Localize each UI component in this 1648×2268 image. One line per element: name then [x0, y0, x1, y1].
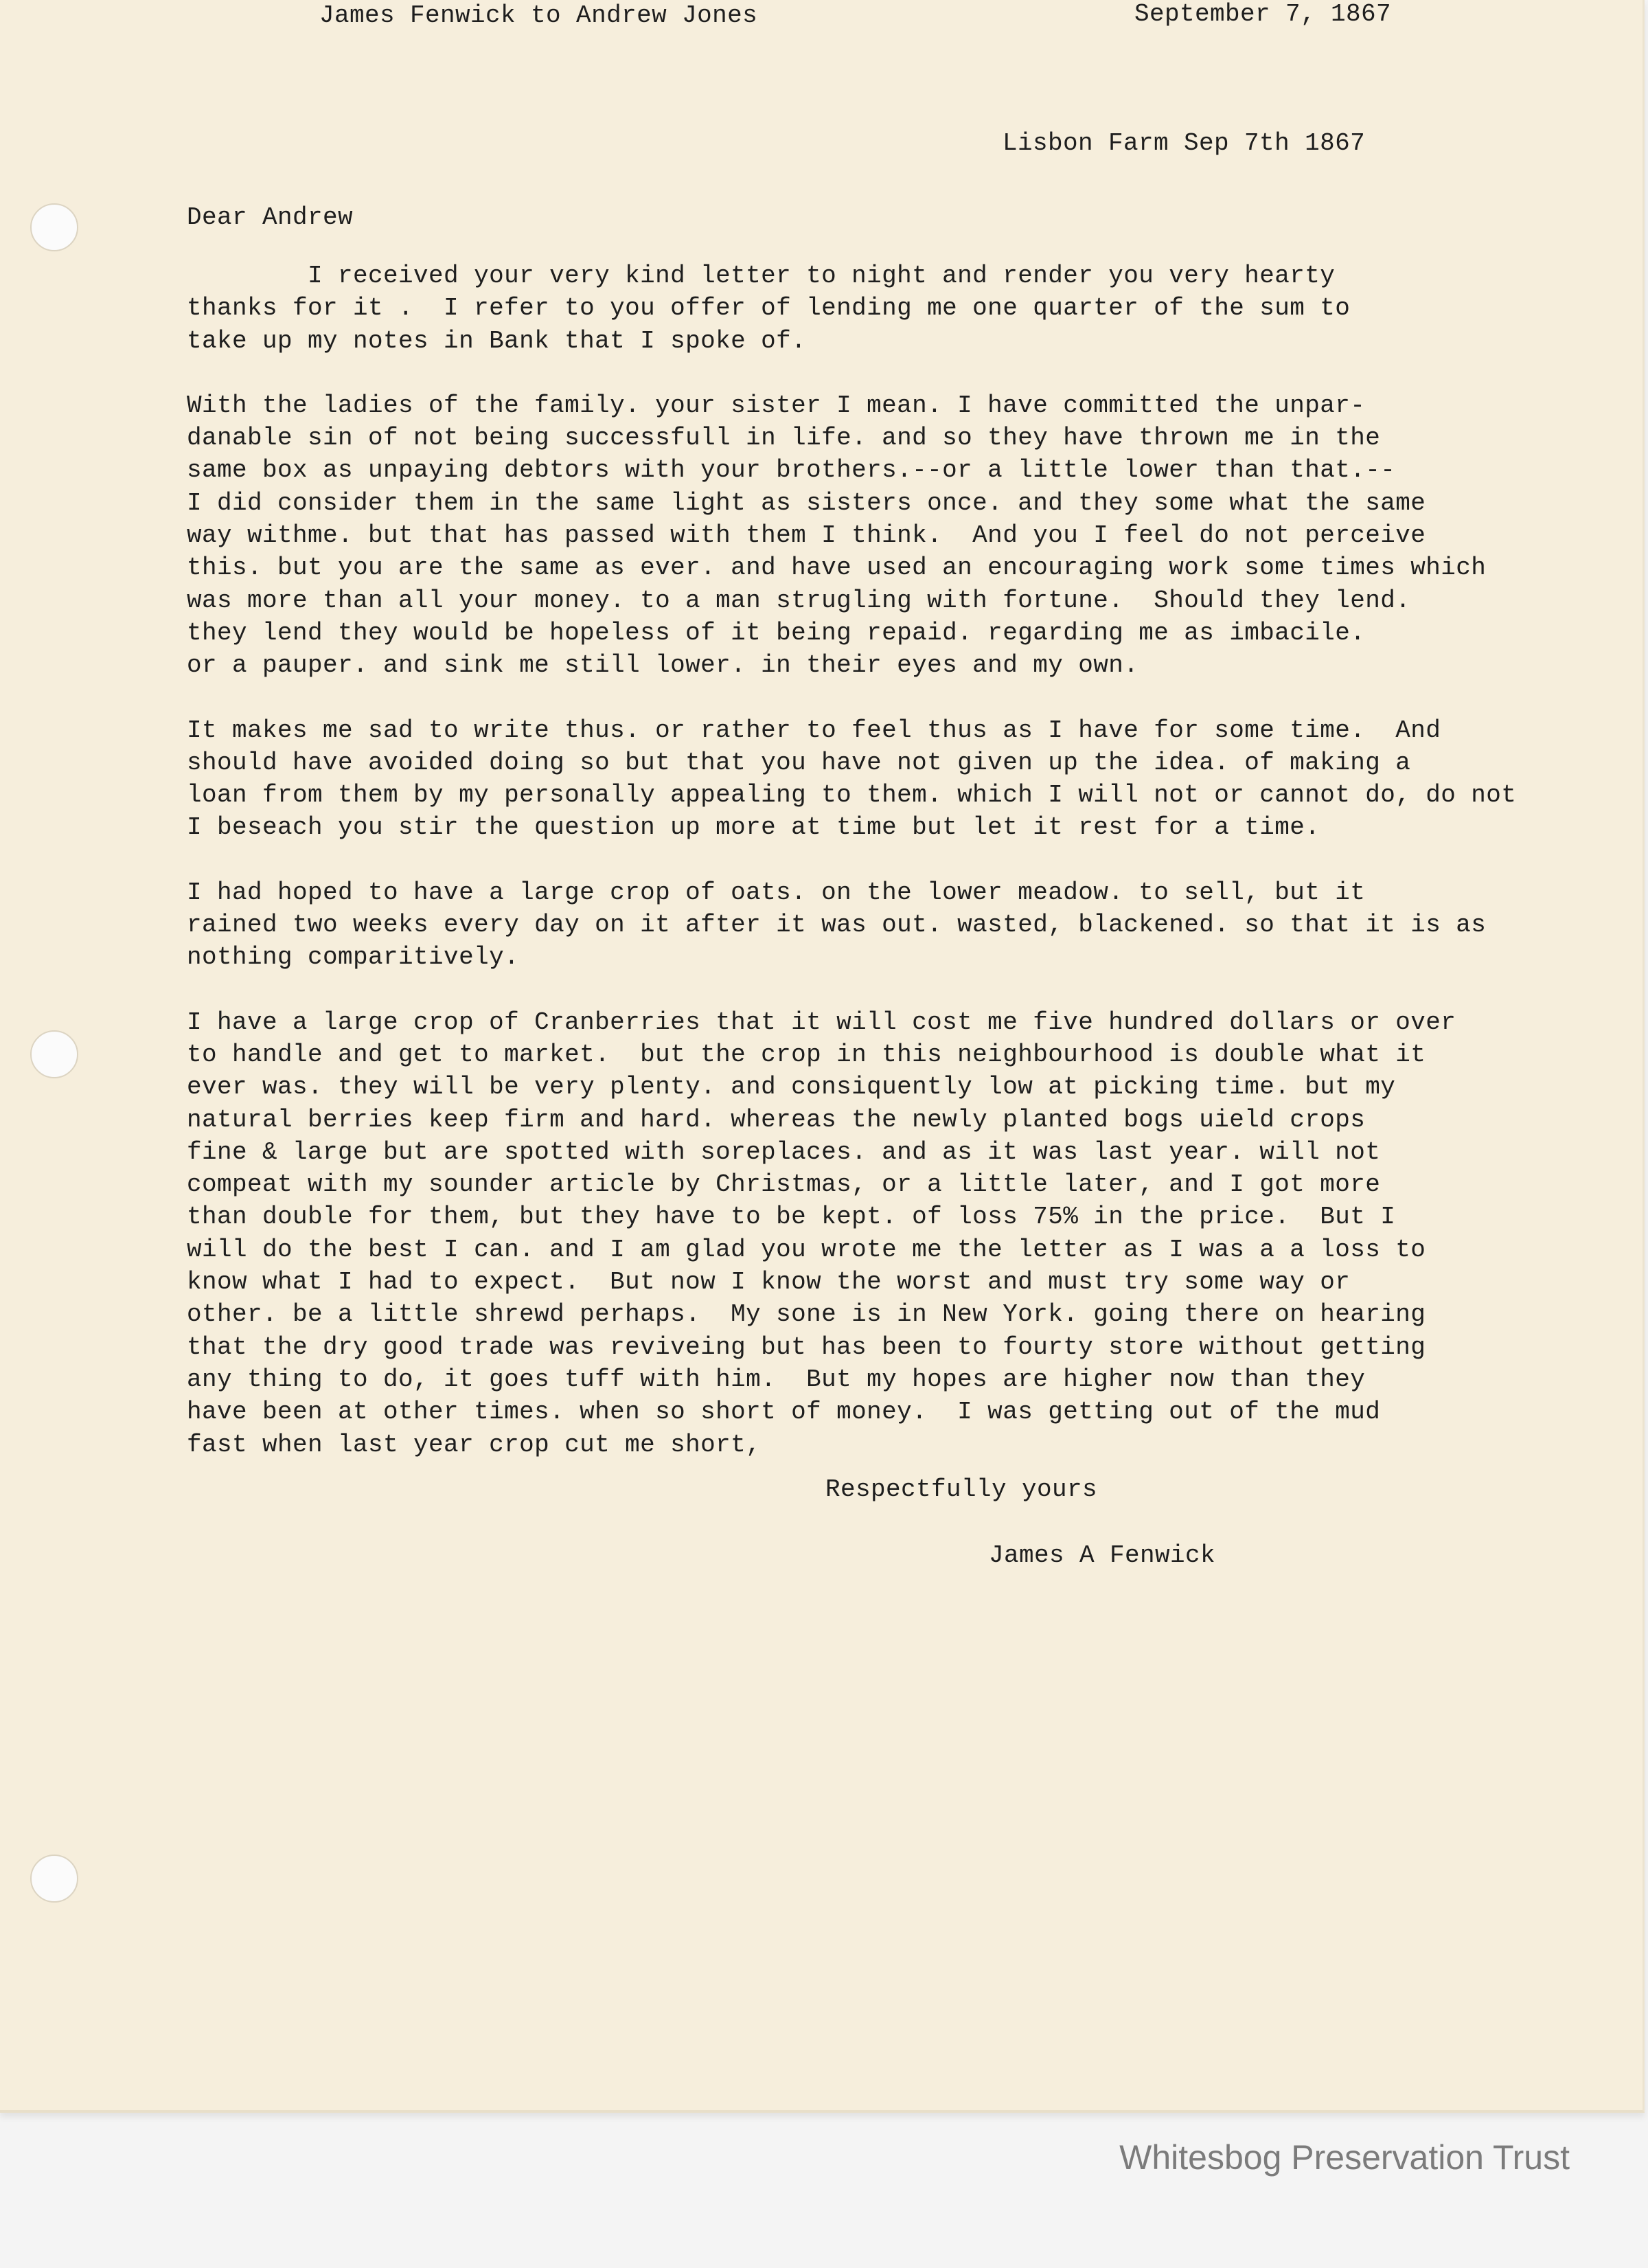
letter-paragraph: [187, 1006, 1516, 1461]
letter-line: take up my notes in Bank that I spoke of.: [187, 326, 807, 355]
letter-line: will do the best I can. and I am glad you wrote me the letter as I was a a loss to: [187, 1235, 1426, 1264]
letter-paragraph: [187, 389, 1516, 682]
signature: James A Fenwick: [989, 1541, 1216, 1569]
header-date: September 7, 1867: [1134, 0, 1392, 28]
letter-line: to handle and get to market. but the crop in this neighbourhood is double what it: [187, 1040, 1426, 1069]
letter-line: same box as unpaying debtors with your brothers.--or a little lower than that.--: [187, 456, 1396, 485]
letter-paragraph: [187, 260, 1516, 357]
punch-hole-middle: [30, 1030, 78, 1078]
letter-line: danable sin of not being successfull in life. and so they have thrown me in the: [187, 424, 1381, 453]
header-correspondents: James Fenwick to Andrew Jones: [319, 1, 758, 30]
letter-line: know what I had to expect. But now I know the worst and must try some way or: [187, 1268, 1351, 1297]
punch-hole-bottom: [30, 1855, 78, 1903]
letter-line: ever was. they will be very plenty. and consiquently low at picking time. but my: [187, 1073, 1396, 1102]
letter-line: should have avoided doing so but that you have not given up the idea. of making a: [187, 748, 1411, 777]
letter-line: I received your very kind letter to night and render you very hearty: [187, 262, 1336, 290]
letter-line: other. be a little shrewd perhaps. My sone is in New York. going there on hearing: [187, 1300, 1426, 1329]
letter-line: or a pauper. and sink me still lower. in their eyes and my own.: [187, 651, 1139, 680]
letter-line: compeat with my sounder article by Christmas, or a little later, and I got more: [187, 1170, 1381, 1199]
letter-line: that the dry good trade was reviveing but has been to fourty store without getting: [187, 1333, 1426, 1361]
letter-line: have been at other times. when so short of money. I was getting out of the mud: [187, 1398, 1381, 1427]
letter-line: rained two weeks every day on it after it was out. wasted, blackened. so that it is as: [187, 911, 1487, 940]
letter-paragraph: [187, 876, 1516, 974]
letter-line: I had hoped to have a large crop of oats. on the lower meadow. to sell, but it: [187, 878, 1366, 907]
letter-line: I beseach you stir the question up more at time but let it rest for a time.: [187, 813, 1320, 842]
letter-line: fast when last year crop cut me short,: [187, 1430, 762, 1459]
letter-line: they lend they would be hopeless of it being repaid. regarding me as imbacile.: [187, 618, 1366, 647]
letter-line: was more than all your money. to a man strugling with fortune. Should they lend.: [187, 586, 1411, 615]
letter-line: fine & large but are spotted with soreplaces. and as it was last year. will not: [187, 1137, 1381, 1166]
letter-line: nothing comparitively.: [187, 943, 520, 972]
letter-line: loan from them by my personally appealing to them. which I will not or cannot do, do not: [187, 781, 1517, 810]
letter-line: I did consider them in the same light as sisters once. and they some what the same: [187, 488, 1426, 517]
letter-paragraph: [187, 714, 1516, 844]
letter-line: natural berries keep firm and hard. whereas the newly planted bogs uield crops: [187, 1105, 1366, 1134]
letter-body: [187, 260, 1516, 1461]
closing: Respectfully yours: [825, 1475, 1098, 1504]
letter-line: I have a large crop of Cranberries that it will cost me five hundred dollars or over: [187, 1008, 1456, 1036]
letter-line: It makes me sad to write thus. or rather to feel thus as I have for some time. And: [187, 716, 1441, 745]
letter-line: any thing to do, it goes tuff with him. But my hopes are higher now than they: [187, 1365, 1366, 1394]
letter-line: way withme. but that has passed with them I think. And you I feel do not perceive: [187, 521, 1426, 550]
letter-line: this. but you are the same as ever. and have used an encouraging work some times which: [187, 554, 1487, 582]
punch-hole-top: [30, 203, 78, 251]
letter-line: thanks for it . I refer to you offer of lending me one quarter of the sum to: [187, 294, 1351, 323]
letter-line: With the ladies of the family. your sister I mean. I have committed the unpar-: [187, 391, 1366, 420]
letter-line: than double for them, but they have to be kept. of loss 75% in the price. But I: [187, 1203, 1396, 1232]
letter-place-date: Lisbon Farm Sep 7th 1867: [1003, 129, 1366, 157]
salutation: Dear Andrew: [187, 203, 354, 231]
watermark: Whitesbog Preservation Trust: [1119, 2138, 1570, 2177]
